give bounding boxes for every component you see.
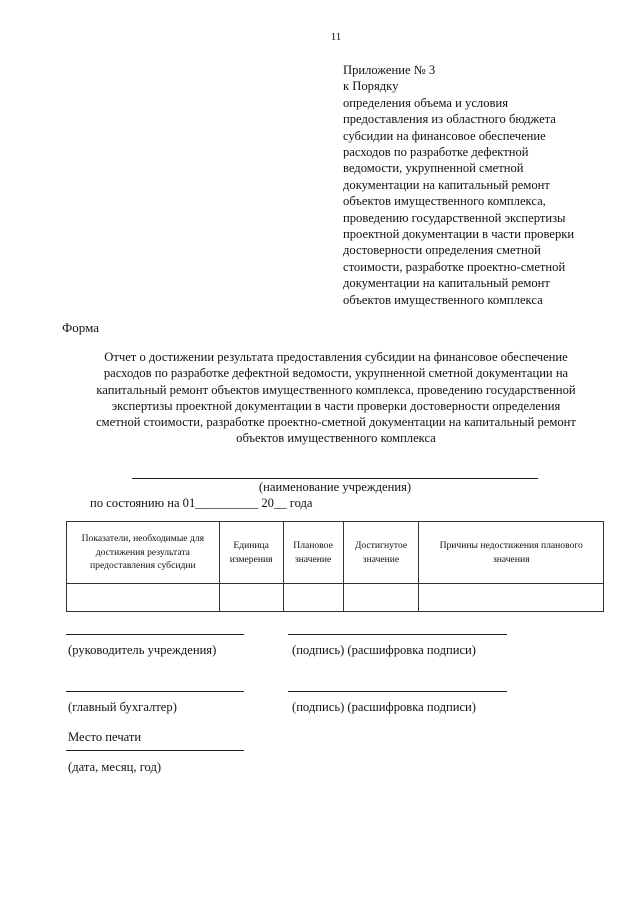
appendix-line: субсидии на финансовое обеспечение [343,128,546,143]
appendix-line: предоставления из областного бюджета [343,112,556,127]
report-title-line: экспертизы проектной документации в части проверки достоверности определения [111,398,561,413]
appendix-line: к Порядку [343,79,399,94]
appendix-line: расходов по разработке дефектной [343,145,529,160]
accountant-sign-caption: (подпись) (расшифровка подписи) [292,700,476,714]
appendix-line: проектной документации в части проверки [343,227,575,242]
report-title-line: расходов по разработке дефектной ведомости, укрупненной сметной документации на [103,366,569,381]
header-unit: Единица измерения [219,522,283,584]
head-signature-line[interactable] [66,634,244,635]
date-line[interactable] [66,750,244,751]
appendix-line: определения объема и условия [343,95,508,110]
appendix-line: объектов имущественного комплекса, [343,194,546,209]
report-title-line: капитальный ремонт объектов имущественного комплекса, проведению государственной [96,382,576,397]
report-title [62,349,610,447]
head-sign-line[interactable] [288,634,507,635]
appendix-line: достоверности определения сметной [343,243,541,258]
accountant-label: (главный бухгалтер) [68,700,177,714]
appendix-line: стоимости, разработке проектно-сметной [343,259,566,274]
report-title-line: объектов имущественного комплекса [236,431,436,446]
report-title-line: сметной стоимости, разработке проектно-сметной документации на капитальный ремонт [96,415,576,430]
table-header-row [67,522,604,584]
appendix-line: документации на капитальный ремонт [343,276,550,291]
institution-name-line[interactable] [132,478,538,479]
form-label: Форма [62,320,99,335]
appendix-line: ведомости, укрупненной сметной [343,161,524,176]
accountant-signature-line[interactable] [66,691,244,692]
accountant-sign-line[interactable] [288,691,507,692]
as-of-date: по состоянию на 01__________ 20__ года [90,496,313,510]
appendix-header [343,62,633,308]
header-reasons: Причины недостижения планового значения [419,522,604,584]
table-cell-reasons[interactable] [419,584,604,612]
institution-caption: (наименование учреждения) [258,480,412,494]
table-cell-indicators[interactable] [67,584,220,612]
appendix-line: документации на капитальный ремонт [343,177,550,192]
report-table [66,521,604,612]
table-row [67,584,604,612]
header-indicators: Показатели, необходимые для достижения результата предоставления субсидии [67,522,220,584]
table-cell-achieved[interactable] [343,584,419,612]
header-planned: Плановое значение [283,522,343,584]
appendix-line: Приложение № 3 [343,63,436,77]
seal-label: Место печати [68,730,142,744]
header-achieved: Достигнутое значение [343,522,419,584]
page-number: 11 [330,31,342,43]
table-cell-unit[interactable] [219,584,283,612]
appendix-line: объектов имущественного комплекса [343,292,543,307]
report-title-line: Отчет о достижении результата предоставления субсидии на финансовое обеспечение [104,350,568,364]
table-cell-planned[interactable] [283,584,343,612]
date-label: (дата, месяц, год) [68,760,162,774]
head-sign-caption: (подпись) (расшифровка подписи) [292,643,476,657]
appendix-line: проведению государственной экспертизы [343,210,566,225]
head-label: (руководитель учреждения) [68,643,217,657]
